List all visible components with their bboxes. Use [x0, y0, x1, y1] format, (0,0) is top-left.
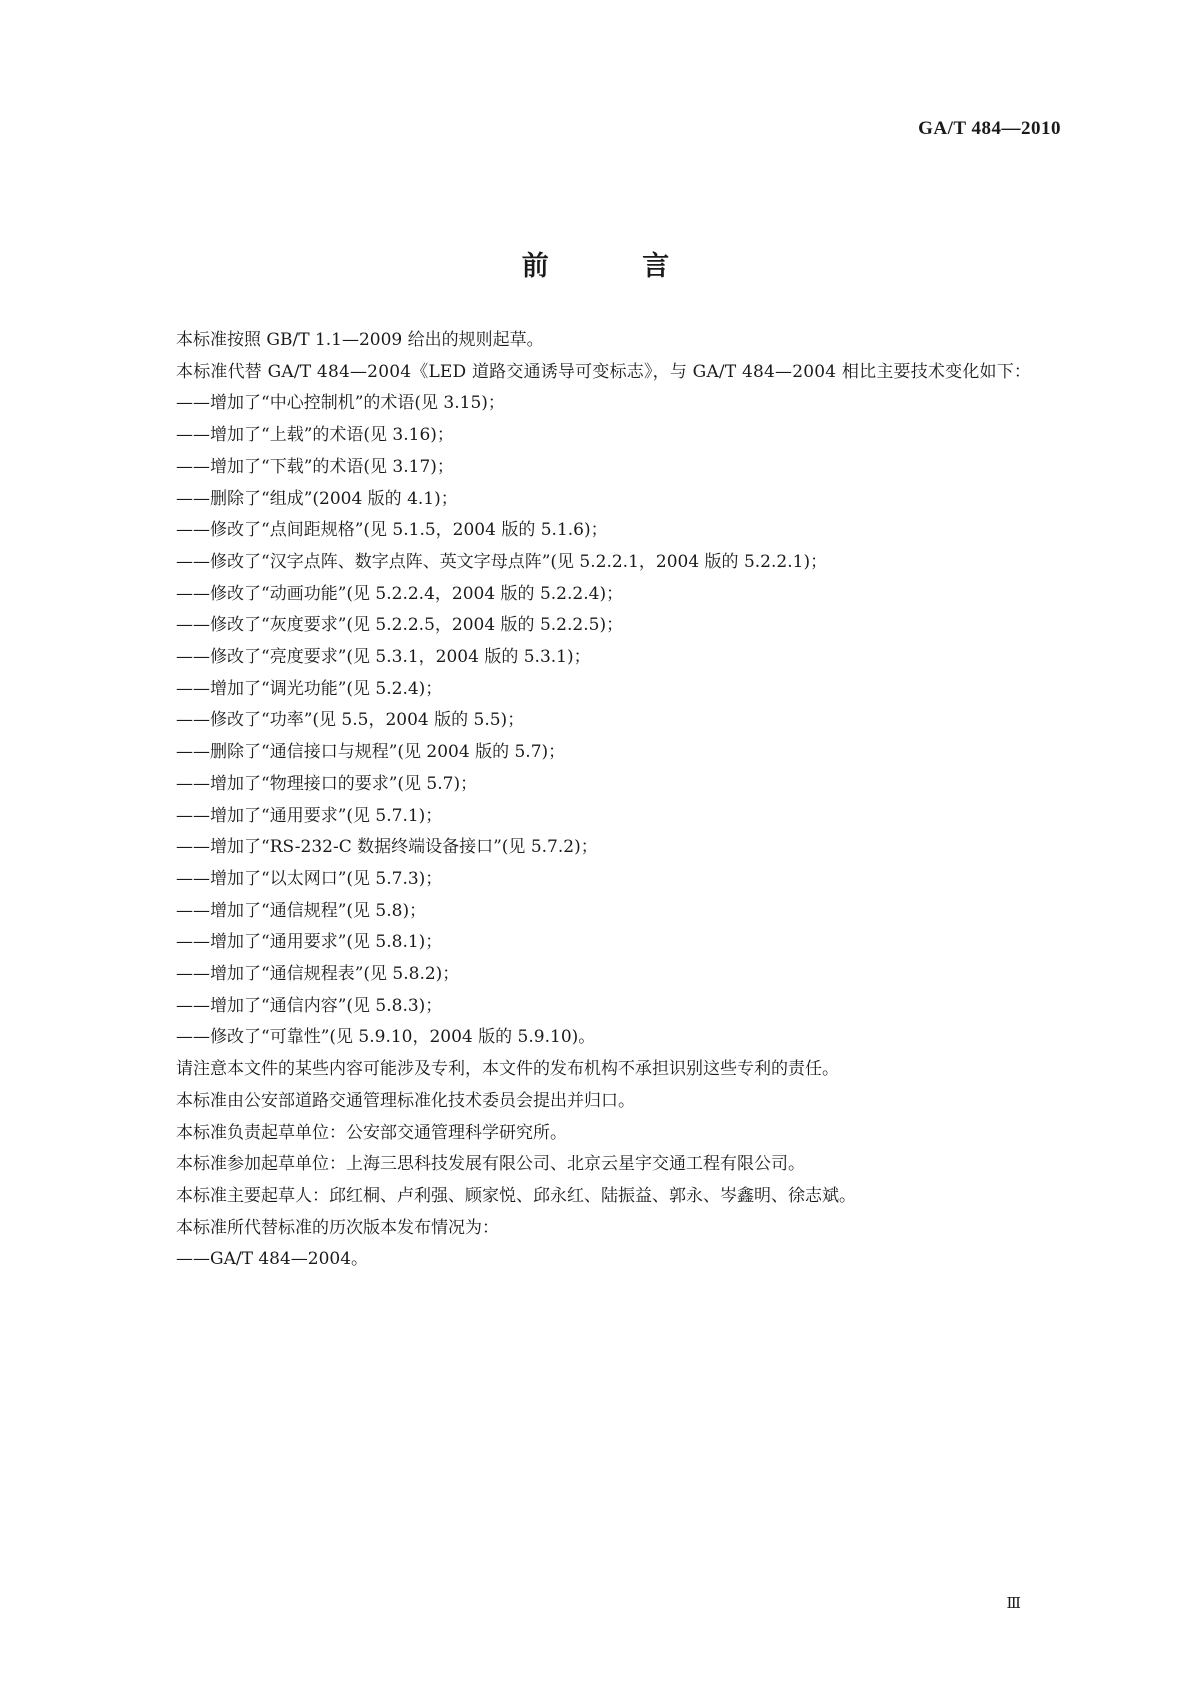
page-number: Ⅲ: [1006, 1596, 1021, 1612]
history-intro-paragraph: 本标准所代替标准的历次版本发布情况为：: [176, 1217, 499, 1238]
list-item: ——增加了“下载”的术语(见 3.17)；: [176, 456, 454, 477]
list-item: ——修改了“灰度要求”(见 5.2.2.5，2004 版的 5.2.2.5)；: [176, 615, 624, 636]
list-item: ——增加了“通信规程表”(见 5.8.2)；: [176, 964, 460, 985]
list-item: ——增加了“以太网口”(见 5.7.3)；: [176, 868, 443, 889]
list-item: ——修改了“点间距规格”(见 5.1.5，2004 版的 5.1.6)；: [176, 520, 608, 541]
history-list-item: ——GA/T 484—2004。: [176, 1249, 369, 1270]
list-item: ——删除了“通信接口与规程”(见 2004 版的 5.7)；: [176, 742, 566, 763]
list-item: ——删除了“组成”(2004 版的 4.1)；: [176, 488, 458, 509]
list-item: ——修改了“功率”(见 5.5，2004 版的 5.5)；: [176, 710, 525, 731]
page-title: 前 言: [521, 251, 712, 283]
list-item: ——增加了“通信规程”(见 5.8)；: [176, 900, 427, 921]
standard-code: GA/T 484—2010: [918, 118, 1061, 139]
authors-paragraph: 本标准主要起草人：邱红桐、卢利强、顾家悦、邱永红、陆振益、郭永、岑鑫明、徐志斌。: [176, 1185, 856, 1206]
list-item: ——增加了“物理接口的要求”(见 5.7)；: [176, 773, 478, 794]
drafting-rule-paragraph: 本标准按照 GB/T 1.1—2009 给出的规则起草。: [176, 330, 544, 350]
list-item: ——增加了“中心控制机”的术语(见 3.15)；: [176, 393, 505, 414]
list-item: ——增加了“调光功能”(见 5.2.4)；: [176, 678, 443, 699]
list-item: ——增加了“通信内容”(见 5.8.3)；: [176, 995, 443, 1016]
list-item: ——增加了“通用要求”(见 5.7.1)；: [176, 805, 443, 826]
list-item: ——增加了“通用要求”(见 5.8.1)；: [176, 932, 443, 953]
drafting-unit-paragraph: 本标准负责起草单位：公安部交通管理科学研究所。: [176, 1122, 567, 1143]
participating-units-paragraph: 本标准参加起草单位：上海三思科技发展有限公司、北京云星宇交通工程有限公司。: [176, 1154, 805, 1175]
replacement-paragraph: 本标准代替 GA/T 484—2004《LED 道路交通诱导可变标志》，与 GA/T 484—2004 相比主要技术变化如下：: [176, 361, 1032, 382]
list-item: ——修改了“汉字点阵、数字点阵、英文字母点阵”(见 5.2.2.1，2004 版的 5.2.2.1)；: [176, 551, 828, 572]
list-item: ——修改了“动画功能”(见 5.2.2.4，2004 版的 5.2.2.4)；: [176, 583, 624, 604]
proposer-paragraph: 本标准由公安部道路交通管理标准化技术委员会提出并归口。: [176, 1090, 635, 1111]
changes-list: [130, 388, 1062, 1054]
list-item: ——修改了“亮度要求”(见 5.3.1，2004 版的 5.3.1)；: [176, 647, 591, 668]
list-item: ——修改了“可靠性”(见 5.9.10，2004 版的 5.9.10)。: [176, 1027, 596, 1048]
list-item: ——增加了“RS-232-C 数据终端设备接口”(见 5.7.2)；: [176, 837, 598, 858]
list-item: ——增加了“上载”的术语(见 3.16)；: [176, 425, 454, 446]
patent-notice: 请注意本文件的某些内容可能涉及专利，本文件的发布机构不承担识别这些专利的责任。: [176, 1059, 839, 1080]
foreword-body: [130, 325, 1062, 1276]
